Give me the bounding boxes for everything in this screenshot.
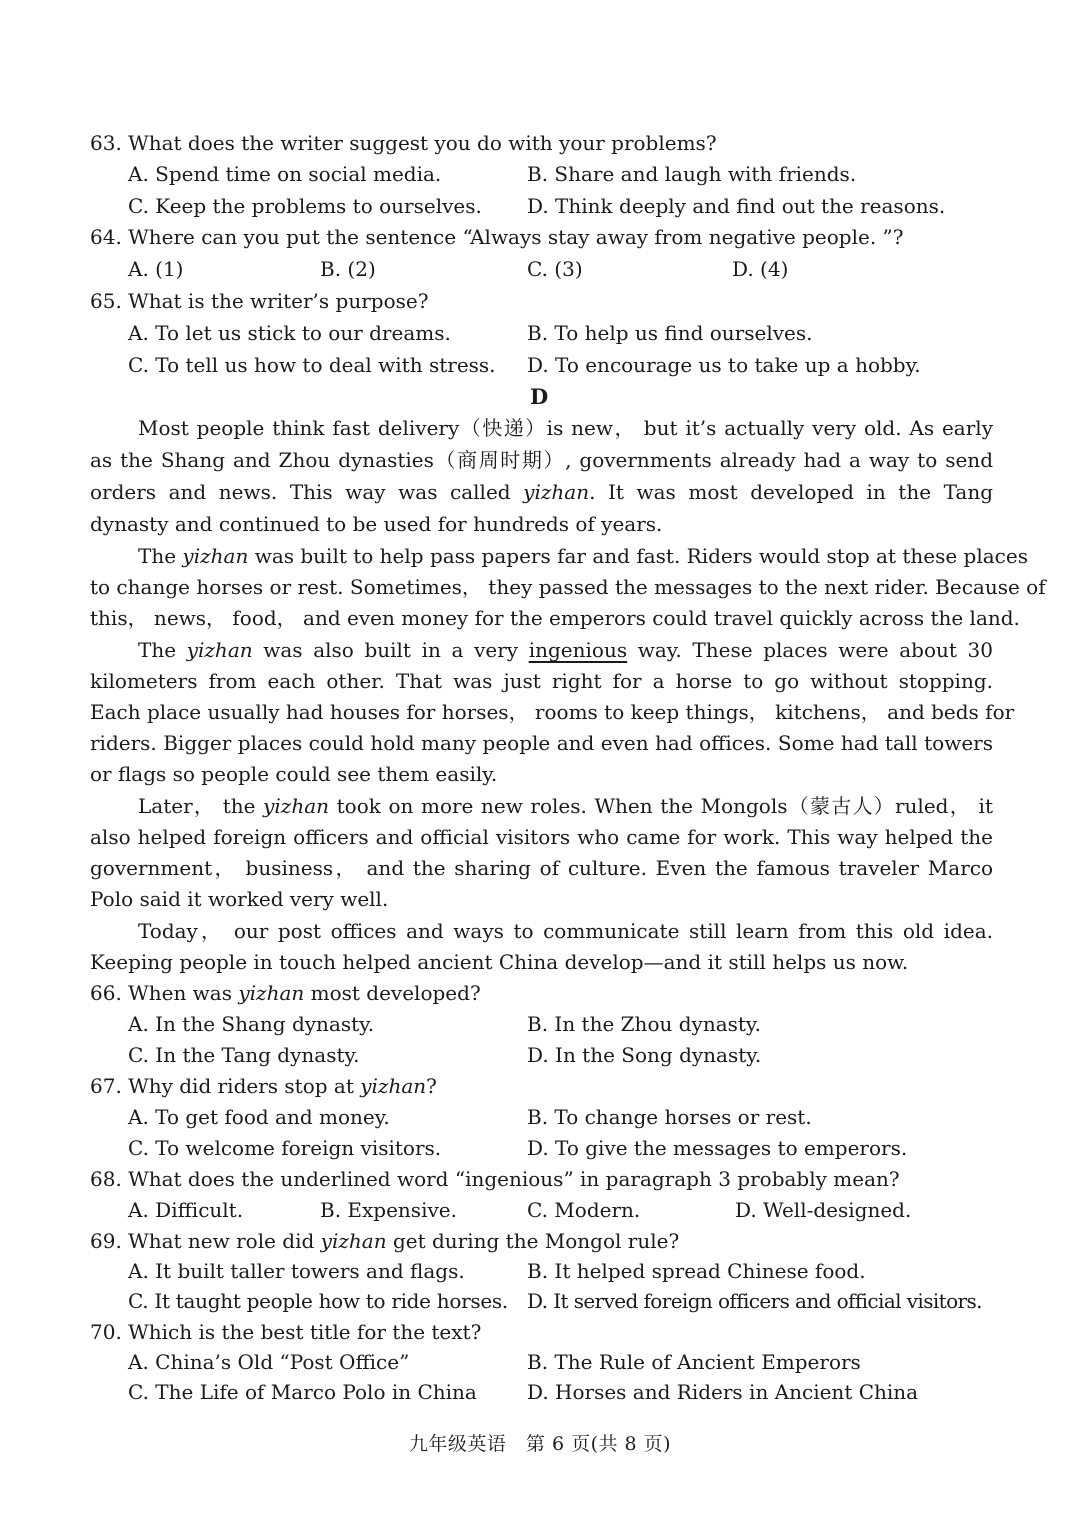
term-yizhan: yizhan xyxy=(360,1074,427,1098)
question-67-option-c: C. To welcome foreign visitors. xyxy=(128,1136,442,1160)
passage-text: orders and news. This way was called xyxy=(90,480,524,504)
passage-text: was also built in a very xyxy=(252,638,529,662)
question-63-option-b: B. Share and laugh with friends. xyxy=(527,162,857,186)
question-66-option-a: A. In the Shang dynasty. xyxy=(128,1012,375,1036)
question-text: get during the Mongol rule? xyxy=(386,1229,680,1253)
page-footer: 九年级英语 第 6 页(共 8 页) xyxy=(408,1433,672,1455)
term-yizhan: yizhan xyxy=(523,480,590,504)
question-63-stem: 63. What does the writer suggest you do with your problems? xyxy=(90,131,717,155)
term-yizhan: yizhan xyxy=(238,981,305,1005)
passage-p2-line-2: to change horses or rest. Sometimes， they passed the messages to the next rider. Because of xyxy=(90,575,1046,599)
question-66-option-d: D. In the Song dynasty. xyxy=(527,1043,762,1067)
passage-p5-line-1: Today， our post offices and ways to communicate still learn from this old idea. xyxy=(138,919,993,943)
question-69-option-b: B. It helped spread Chinese food. xyxy=(527,1259,866,1283)
question-70-option-c: C. The Life of Marco Polo in China xyxy=(128,1380,477,1404)
term-yizhan: yizhan xyxy=(263,794,330,818)
question-text: 67. Why did riders stop at xyxy=(90,1074,361,1098)
question-64-option-d: D. (4) xyxy=(732,257,789,281)
question-70-option-d: D. Horses and Riders in Ancient China xyxy=(527,1380,919,1404)
question-65-option-d: D. To encourage us to take up a hobby. xyxy=(527,353,921,377)
question-69-option-c: C. It taught people how to ride horses. xyxy=(128,1289,508,1313)
passage-text: way. These places were about 30 xyxy=(627,638,993,662)
question-64-stem: 64. Where can you put the sentence “Always stay away from negative people. ”? xyxy=(90,225,904,249)
question-65-option-b: B. To help us find ourselves. xyxy=(527,321,813,345)
passage-p3-line-4: riders. Bigger places could hold many people and even had offices. Some had tall towers xyxy=(90,731,993,755)
question-66-option-b: B. In the Zhou dynasty. xyxy=(527,1012,761,1036)
passage-p1-line-3 xyxy=(90,479,993,505)
passage-p4-line-1 xyxy=(138,793,993,819)
question-64-option-b: B. (2) xyxy=(320,257,376,281)
question-65-option-c: C. To tell us how to deal with stress. xyxy=(128,353,496,377)
question-66-stem xyxy=(90,980,481,1006)
question-67-stem xyxy=(90,1073,437,1099)
question-65-option-a: A. To let us stick to our dreams. xyxy=(128,321,451,345)
question-text: 69. What new role did xyxy=(90,1229,321,1253)
question-68-option-c: C. Modern. xyxy=(527,1198,641,1222)
question-63-option-d: D. Think deeply and find out the reasons. xyxy=(527,194,946,218)
passage-p3-line-2: kilometers from each other. That was just right for a horse to go without stopping. xyxy=(90,669,993,693)
question-65-stem: 65. What is the writer’s purpose? xyxy=(90,289,429,313)
question-63-option-a: A. Spend time on social media. xyxy=(128,162,442,186)
term-yizhan: yizhan xyxy=(182,544,249,568)
question-63-option-c: C. Keep the problems to ourselves. xyxy=(128,194,482,218)
passage-p4-line-2: also helped foreign officers and official visitors who came for work. This way helped the xyxy=(90,825,993,849)
passage-p4-line-4: Polo said it worked very well. xyxy=(90,887,389,911)
question-67-option-b: B. To change horses or rest. xyxy=(527,1105,812,1129)
question-67-option-a: A. To get food and money. xyxy=(128,1105,390,1129)
term-yizhan: yizhan xyxy=(186,638,253,662)
passage-p4-line-3: government， business， and the sharing of culture. Even the famous traveler Marco xyxy=(90,856,993,880)
passage-p2-line-1 xyxy=(138,543,1028,569)
passage-p3-line-5: or flags so people could see them easily. xyxy=(90,762,498,786)
passage-text: The xyxy=(138,638,187,662)
question-text: most developed? xyxy=(304,981,481,1005)
question-70-stem: 70. Which is the best title for the text? xyxy=(90,1320,482,1344)
section-heading: D xyxy=(530,384,549,409)
passage-p1-line-2: as the Shang and Zhou dynasties（商周时期）, governments already had a way to send xyxy=(90,448,993,472)
passage-p2-line-3: this， news， food， and even money for the emperors could travel quickly across the land. xyxy=(90,606,1020,630)
question-70-option-a: A. China’s Old “Post Office” xyxy=(128,1350,410,1374)
question-66-option-c: C. In the Tang dynasty. xyxy=(128,1043,360,1067)
question-text: 66. When was xyxy=(90,981,239,1005)
question-68-stem: 68. What does the underlined word “ingenious” in paragraph 3 probably mean? xyxy=(90,1167,900,1191)
underlined-word-ingenious: ingenious xyxy=(528,638,628,662)
passage-text: Later， the xyxy=(138,794,264,818)
question-text: ? xyxy=(426,1074,437,1098)
question-69-stem xyxy=(90,1228,679,1254)
term-yizhan: yizhan xyxy=(320,1229,387,1253)
question-69-option-a: A. It built taller towers and flags. xyxy=(128,1259,465,1283)
question-64-option-c: C. (3) xyxy=(527,257,583,281)
question-68-option-b: B. Expensive. xyxy=(320,1198,457,1222)
passage-text: was built to help pass papers far and fast. Riders would stop at these places xyxy=(248,544,1028,568)
question-69-option-d: D. It served foreign officers and official visitors. xyxy=(527,1289,982,1313)
passage-p3-line-1 xyxy=(138,637,993,663)
passage-p1-line-4: dynasty and continued to be used for hundreds of years. xyxy=(90,512,663,536)
question-68-option-d: D. Well-designed. xyxy=(735,1198,912,1222)
question-67-option-d: D. To give the messages to emperors. xyxy=(527,1136,908,1160)
question-70-option-b: B. The Rule of Ancient Emperors xyxy=(527,1350,861,1374)
passage-text: . It was most developed in the Tang xyxy=(589,480,993,504)
question-68-option-a: A. Difficult. xyxy=(128,1198,244,1222)
passage-p1-line-1: Most people think fast delivery（快递）is new， but it’s actually very old. As early xyxy=(138,416,993,440)
passage-text: took on more new roles. When the Mongols（蒙古人）ruled， it xyxy=(329,794,993,818)
passage-p5-line-2: Keeping people in touch helped ancient China develop—and it still helps us now. xyxy=(90,950,909,974)
passage-p3-line-3: Each place usually had houses for horses， rooms to keep things， kitchens， and beds for xyxy=(90,700,1015,724)
passage-text: The xyxy=(138,544,183,568)
question-64-option-a: A. (1) xyxy=(128,257,184,281)
